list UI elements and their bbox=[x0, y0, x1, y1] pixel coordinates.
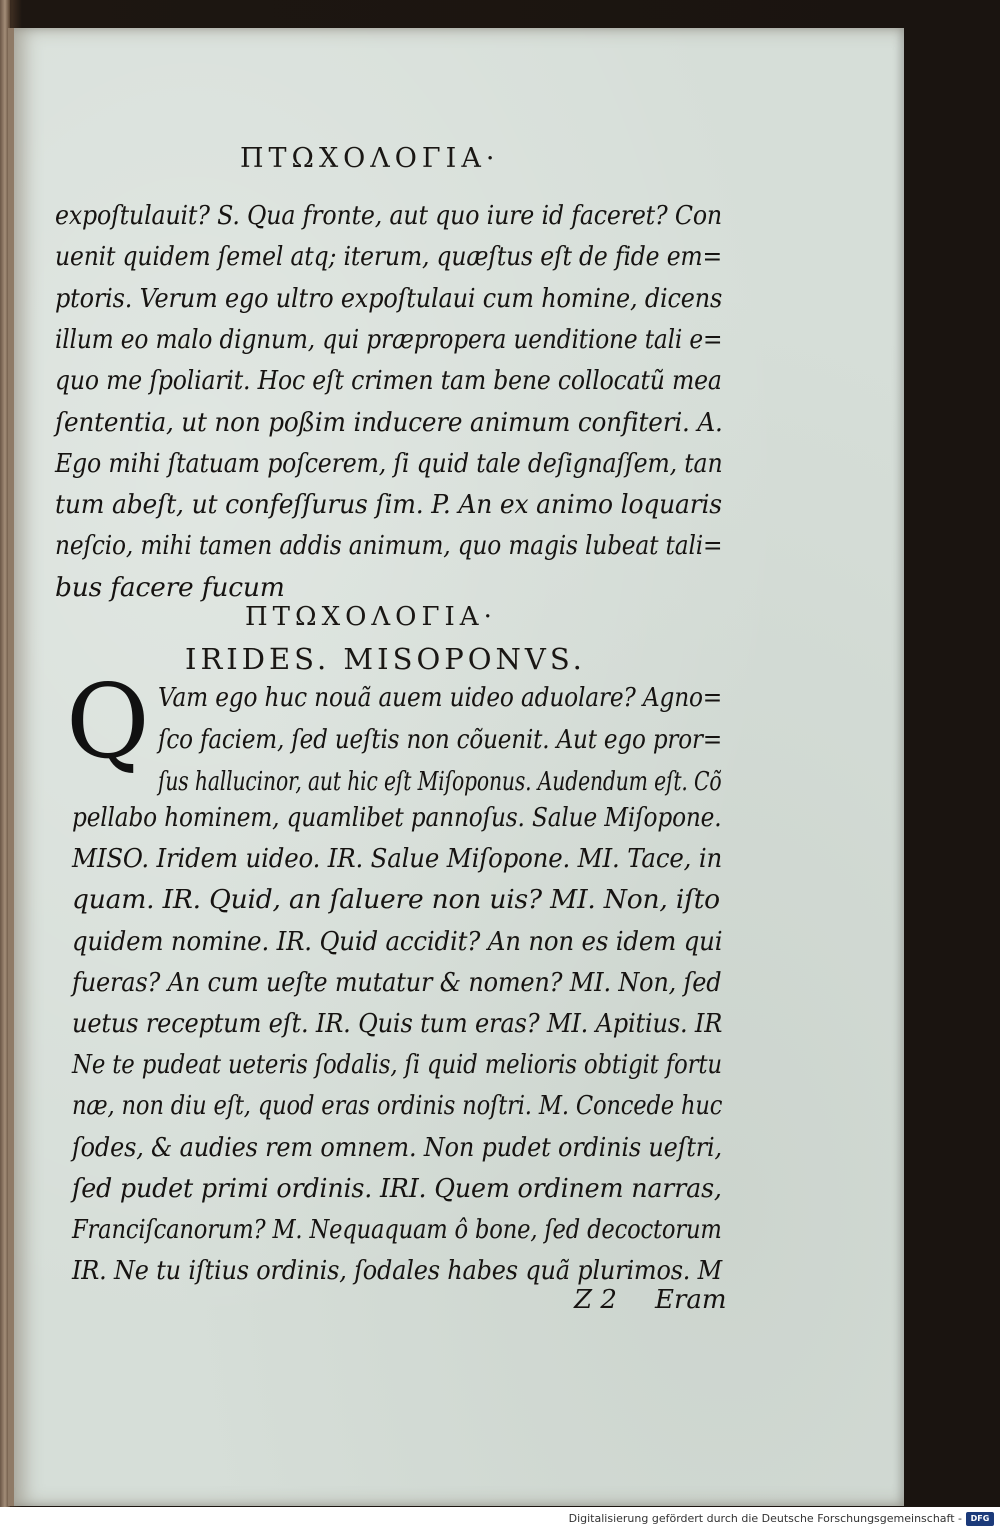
text-line: IR. Ne tu iſtius ordinis, ſodales habes quã plurimos. M bbox=[72, 1255, 723, 1287]
text-line: quam. IR. Quid, an ſaluere non uis? MI. Non, iſto bbox=[72, 884, 720, 916]
text-line: MISO. Iridem uideo. IR. Salue Miſopone. MI. Tace, in bbox=[72, 843, 723, 875]
footer-credit: Digitalisierung gefördert durch die Deutsche Forschungsgemeinschaft - bbox=[568, 1512, 962, 1525]
catchword: Eram bbox=[655, 1285, 727, 1315]
text-line: ſed pudet primi ordinis. IRI. Quem ordinem narras, bbox=[72, 1172, 722, 1204]
text-line: Vam ego huc nouã auem uideo aduolare? Agno= bbox=[158, 682, 723, 713]
text-line: fueras? An cum ueſte mutatur & nomen? MI. Non, ſed bbox=[72, 966, 722, 998]
text-line: Ego mihi ſtatuam poſcerem, ſi quid tale deſignaſſem, tan bbox=[55, 447, 723, 479]
text-line: expoſtulauit? S. Qua fronte, aut quo iure id faceret? Con bbox=[55, 200, 723, 231]
text-line: ſco faciem, ſed ueſtis non cõuenit. Aut ego pror= bbox=[158, 724, 722, 755]
speakers-heading: IRIDES. MISOPONVS. bbox=[185, 642, 586, 676]
drop-cap: Q bbox=[66, 663, 150, 782]
text-line: ſus hallucinor, aut hic eſt Miſoponus. Audendum eſt. Cõ bbox=[158, 766, 722, 797]
text-line: neſcio, mihi tamen addis animum, quo magis lubeat tali= bbox=[55, 530, 723, 562]
text-line: uenit quidem ſemel atq; iterum, quæſtus eſt de fide em= bbox=[55, 241, 723, 273]
text-line: pellabo hominem, quamlibet pannoſus. Salue Miſopone. bbox=[72, 802, 722, 833]
text-line: quidem nomine. IR. Quid accidit? An non es idem qui bbox=[72, 925, 723, 957]
text-line: Franciſcanorum? M. Nequaquam ô bone, ſed decoctorum bbox=[72, 1214, 722, 1245]
text-line: ſodes, & audies rem omnem. Non pudet ordinis ueſtri, bbox=[72, 1131, 722, 1163]
text-line: uetus receptum eſt. IR. Quis tum eras? MI. Apitius. IR bbox=[72, 1008, 723, 1039]
section-title: ΠΤΩΧΟΛΟΓΙΑ· bbox=[245, 602, 497, 632]
text-line: Ne te pudeat ueteris ſodalis, ſi quid melioris obtigit fortu bbox=[72, 1049, 722, 1081]
text-line: illum eo malo dignum, qui præpropera uenditione tali e= bbox=[55, 323, 723, 355]
text-line: næ, non diu eſt, quod eras ordinis noſtri. M. Concede huc bbox=[72, 1090, 723, 1122]
text-line: ptoris. Verum ego ultro expoſtulaui cum homine, dicens bbox=[55, 282, 723, 314]
text-line: bus facere fucum bbox=[55, 571, 285, 603]
dfg-logo: DFG bbox=[966, 1512, 994, 1526]
footer-bar bbox=[0, 1507, 1000, 1529]
text-line: tum abeſt, ut confeſſurus ſim. P. An ex animo loquaris bbox=[55, 489, 722, 521]
text-line: quo me ſpoliarit. Hoc eſt crimen tam bene collocatũ mea bbox=[55, 365, 722, 397]
text-line: ſententia, ut non poßim inducere animum confiteri. A. bbox=[55, 406, 723, 438]
running-head: ΠΤΩΧΟΛΟΓΙΑ· bbox=[240, 143, 500, 174]
signature-mark: Z 2 bbox=[574, 1285, 617, 1315]
